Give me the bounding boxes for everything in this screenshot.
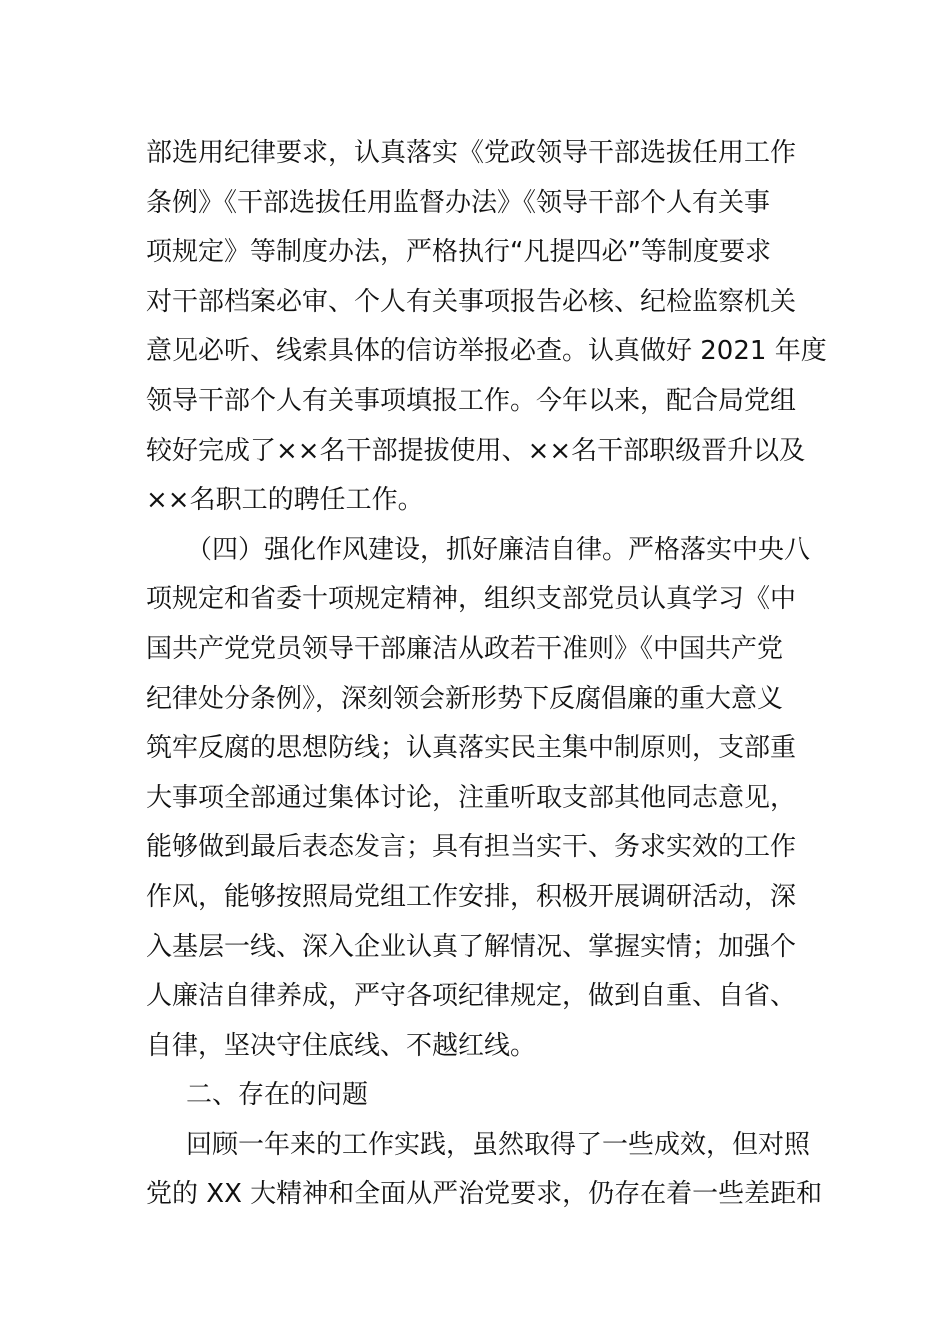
- text-line: 部选用纪律要求，认真落实《党政领导干部选拔任用工作: [146, 138, 797, 168]
- text-line: ××名职工的聘任工作。: [146, 485, 424, 516]
- text-line: （四）强化作风建设，抓好廉洁自律。严格落实中央八: [186, 534, 811, 565]
- paragraph-3: [146, 1121, 823, 1220]
- text-line: 意见必听、线索具体的信访举报必查。认真做好 2021 年度: [146, 336, 827, 367]
- text-line: 党的 XX 大精神和全面从严治党要求，仍存在着一些差距和: [146, 1179, 823, 1210]
- text-line: 纪律处分条例》，深刻领会新形势下反腐倡廉的重大意义: [146, 683, 784, 714]
- text-line: 领导干部个人有关事项填报工作。今年以来，配合局党组: [146, 385, 797, 416]
- text-line: 作风，能够按照局党组工作安排，积极开展调研活动，深: [146, 881, 797, 912]
- text-line: 入基层一线、深入企业认真了解情况、掌握实情；加强个: [146, 931, 797, 962]
- text-line: 对干部档案必审、个人有关事项报告必核、纪检监察机关: [146, 286, 797, 317]
- text-line: 能够做到最后表态发言；具有担当实干、务求实效的工作: [146, 832, 797, 863]
- paragraph-1: [146, 129, 827, 526]
- text-line: 较好完成了××名干部提拔使用、××名干部职级晋升以及: [146, 435, 806, 466]
- text-line: 大事项全部通过集体讨论，注重听取支部其他同志意见，: [146, 782, 797, 813]
- document-body: [146, 129, 827, 1220]
- section-heading: [146, 1071, 806, 1121]
- text-line: 项规定和省委十项规定精神，组织支部党员认真学习《中: [146, 584, 797, 615]
- text-line: 人廉洁自律养成，严守各项纪律规定，做到自重、自省、: [146, 981, 797, 1012]
- text-line: 自律，坚决守住底线、不越红线。: [146, 1030, 537, 1061]
- paragraph-2: [146, 526, 811, 1072]
- text-line: 回顾一年来的工作实践，虽然取得了一些成效，但对照: [186, 1129, 811, 1160]
- text-line: 条例》《干部选拔任用监督办法》《领导干部个人有关事: [146, 187, 771, 218]
- text-line: 国共产党党员领导干部廉洁从政若干准则》《中国共产党: [146, 633, 784, 664]
- section-heading-text: 二、存在的问题: [186, 1080, 369, 1111]
- text-line: 项规定》等制度办法，严格执行“凡提四必”等制度要求: [146, 237, 771, 268]
- text-line: 筑牢反腐的思想防线；认真落实民主集中制原则，支部重: [146, 733, 797, 764]
